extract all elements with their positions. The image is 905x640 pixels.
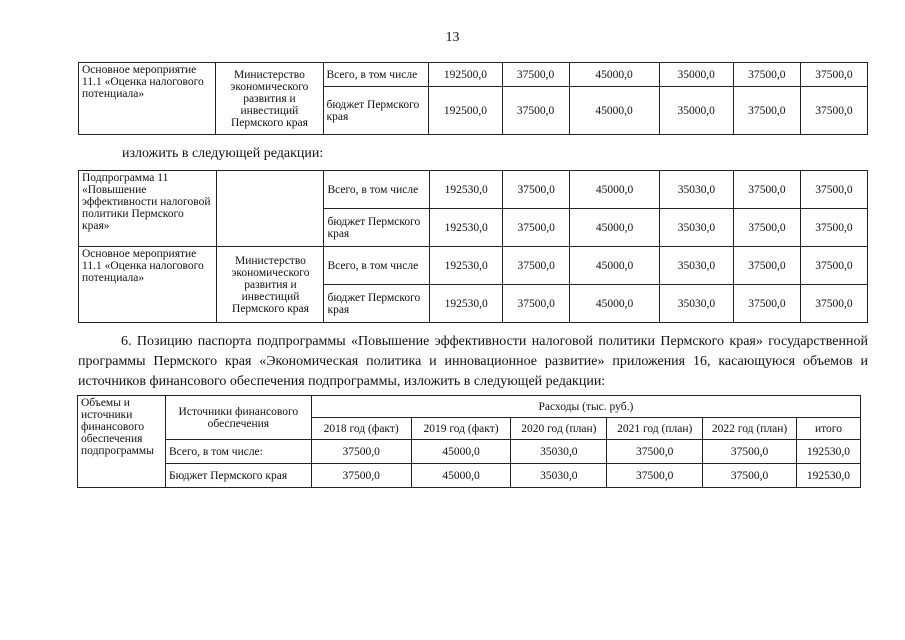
value-cell: 37500,0: [734, 247, 801, 285]
volumes-header: Объемы и источники финансового обеспечения подпрограммы: [78, 396, 166, 488]
activity-cell: Основное мероприятие 11.1 «Оценка налогового потенциала»: [79, 247, 217, 323]
source-cell: Всего, в том числе: [323, 63, 429, 87]
value-cell: 45000,0: [411, 440, 511, 464]
value-cell: 192530,0: [796, 464, 860, 488]
year-header: 2020 год (план): [511, 418, 607, 440]
paragraph-6-text: 6. Позицию паспорта подпрограммы «Повышение эффективности налоговой политики Пермского края» государственной программы Пермского края «Экономическая политика и инновационное развитие» приложения 16, касающуюся объемов и источников финансового обеспечения подпрограммы, изложить в следующей редакции:: [78, 334, 868, 389]
value-cell: 37500,0: [311, 464, 411, 488]
passport-funding-table: [77, 395, 861, 488]
source-cell: Всего, в том числе:: [165, 440, 311, 464]
year-header: 2021 год (план): [607, 418, 703, 440]
value-cell: 37500,0: [733, 87, 800, 135]
value-cell: 37500,0: [800, 63, 867, 87]
value-cell: 192530,0: [796, 440, 860, 464]
activity-cell: Основное мероприятие 11.1 «Оценка налогового потенциала»: [79, 63, 216, 135]
value-cell: 192530,0: [430, 171, 503, 209]
value-cell: 37500,0: [502, 87, 569, 135]
subprogram-cell: Подпрограмма 11 «Повышение эффективности налоговой политики Пермского края»: [79, 171, 217, 247]
original-activity-table: [78, 62, 868, 135]
value-cell: 37500,0: [800, 87, 867, 135]
value-cell: 37500,0: [503, 171, 570, 209]
value-cell: 37500,0: [734, 285, 801, 323]
value-cell: 35000,0: [659, 63, 733, 87]
executor-cell: Министерство экономического развития и инвестиций Пермского края: [216, 63, 323, 135]
value-cell: 35030,0: [659, 209, 733, 247]
value-cell: 37500,0: [703, 440, 797, 464]
paragraph-6: [78, 332, 868, 392]
executor-cell: [217, 171, 324, 247]
sources-header: Источники финансового обеспечения: [165, 396, 311, 440]
value-cell: 37500,0: [503, 247, 570, 285]
year-header: 2018 год (факт): [311, 418, 411, 440]
value-cell: 192500,0: [429, 63, 502, 87]
value-cell: 37500,0: [607, 440, 703, 464]
value-cell: 45000,0: [569, 63, 659, 87]
source-cell: Всего, в том числе: [324, 171, 430, 209]
value-cell: 37500,0: [800, 247, 867, 285]
total-header: итого: [796, 418, 860, 440]
value-cell: 37500,0: [734, 171, 801, 209]
value-cell: 192500,0: [429, 87, 502, 135]
value-cell: 37500,0: [800, 209, 867, 247]
source-cell: Всего, в том числе: [324, 247, 430, 285]
value-cell: 192530,0: [430, 209, 503, 247]
year-header: 2019 год (факт): [411, 418, 511, 440]
value-cell: 45000,0: [570, 209, 660, 247]
value-cell: 37500,0: [311, 440, 411, 464]
value-cell: 37500,0: [703, 464, 797, 488]
source-cell: бюджет Пермского края: [324, 285, 430, 323]
value-cell: 35030,0: [659, 285, 733, 323]
value-cell: 37500,0: [733, 63, 800, 87]
value-cell: 35030,0: [659, 171, 733, 209]
page-number: 13: [445, 30, 460, 45]
value-cell: 37500,0: [607, 464, 703, 488]
value-cell: 37500,0: [800, 285, 867, 323]
intro-text: изложить в следующей редакции:: [122, 146, 324, 161]
revised-activity-table: [78, 170, 868, 323]
value-cell: 45000,0: [569, 87, 659, 135]
value-cell: 37500,0: [503, 285, 570, 323]
value-cell: 35030,0: [511, 440, 607, 464]
value-cell: 45000,0: [570, 247, 660, 285]
value-cell: 45000,0: [570, 171, 660, 209]
value-cell: 35030,0: [511, 464, 607, 488]
value-cell: 37500,0: [502, 63, 569, 87]
expenses-header: Расходы (тыс. руб.): [311, 396, 860, 418]
year-header: 2022 год (план): [703, 418, 797, 440]
value-cell: 192530,0: [430, 247, 503, 285]
source-cell: Бюджет Пермского края: [165, 464, 311, 488]
value-cell: 45000,0: [411, 464, 511, 488]
source-cell: бюджет Пермского края: [324, 209, 430, 247]
value-cell: 192530,0: [430, 285, 503, 323]
value-cell: 45000,0: [570, 285, 660, 323]
value-cell: 37500,0: [503, 209, 570, 247]
value-cell: 37500,0: [734, 209, 801, 247]
value-cell: 35030,0: [659, 247, 733, 285]
value-cell: 37500,0: [800, 171, 867, 209]
executor-cell: Министерство экономического развития и инвестиций Пермского края: [217, 247, 324, 323]
source-cell: бюджет Пермского края: [323, 87, 429, 135]
value-cell: 35000,0: [659, 87, 733, 135]
